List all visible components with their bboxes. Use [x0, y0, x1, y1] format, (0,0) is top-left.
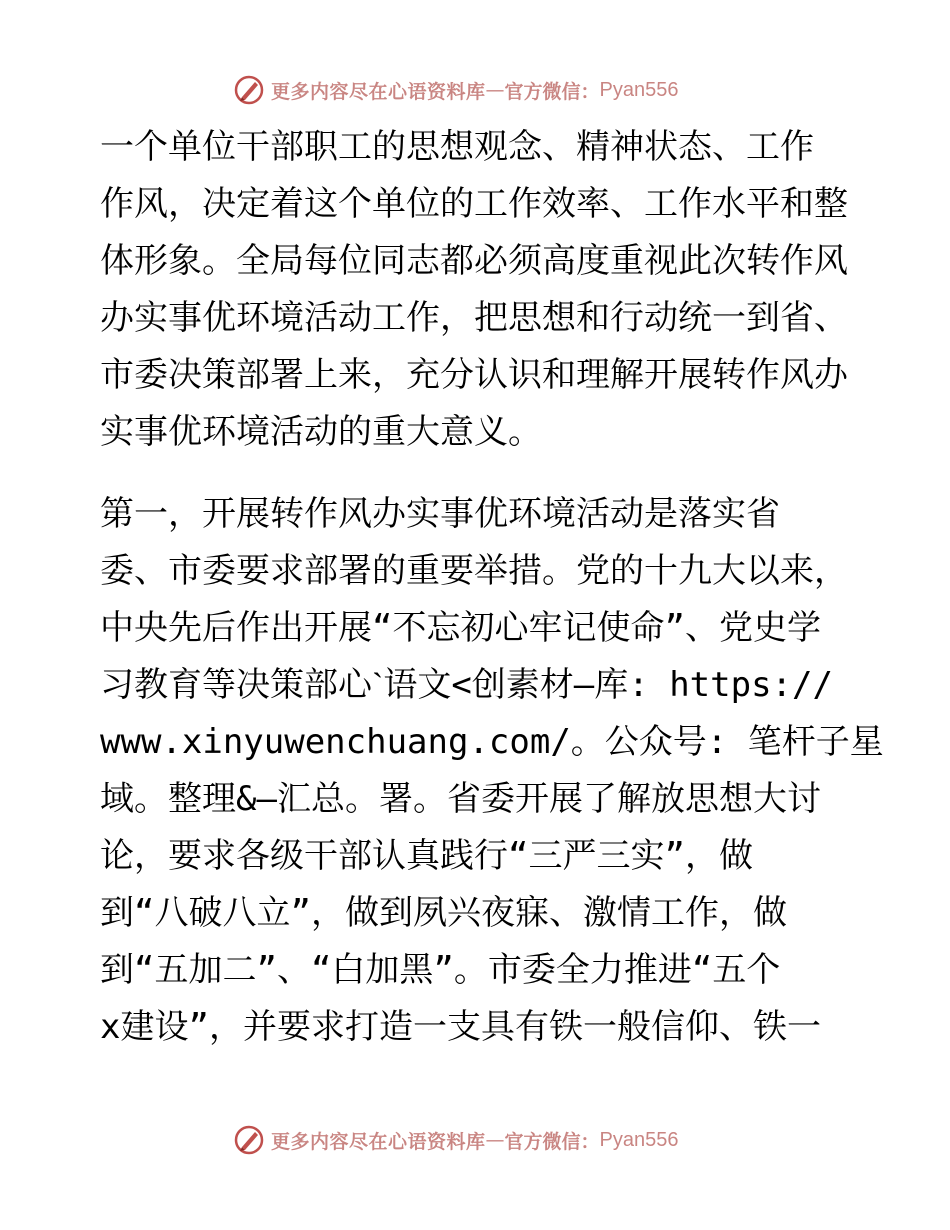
text-line: 作风，决定着这个单位的工作效率、工作水平和整 — [100, 184, 848, 224]
header-watermark — [233, 73, 679, 107]
text-line: www.xinyuwenchuang.com/。公众号: 笔杆子星 — [100, 722, 884, 762]
text-line: 委、市委要求部署的重要举措。党的十九大以来， — [100, 551, 848, 591]
text-line: 到“五加二”、“白加黑”。市委全力推进“五个 — [100, 950, 781, 990]
text-line: x建设”，并要求打造一支具有铁一般信仰、铁一 — [100, 1007, 821, 1047]
text-line: 到“八破八立”，做到夙兴夜寐、激情工作，做 — [100, 893, 787, 933]
watermark-wechat-id: Pyan556 — [599, 1128, 679, 1151]
watermark-separator: — — [485, 79, 505, 101]
watermark-text: 更多内容尽在心语资料库 — [271, 80, 486, 103]
text-line: 一个单位干部职工的思想观念、精神状态、工作 — [100, 127, 814, 167]
text-line: 第一，开展转作风办实事优环境活动是落实省 — [100, 494, 780, 534]
watermark-wechat-label: 官方微信： — [504, 80, 600, 103]
watermark-separator: — — [485, 1129, 505, 1151]
text-line: 域。整理&—汇总。署。省委开展了解放思想大讨 — [100, 779, 821, 819]
watermark-wechat-label: 官方微信： — [504, 1130, 600, 1153]
text-line: 论，要求各级干部认真践行“三严三实”，做 — [100, 836, 753, 876]
text-line: 习教育等决策部心ˋ语文<创素材—库: https:// — [100, 665, 833, 705]
footer-watermark — [233, 1123, 679, 1157]
text-line: 办实事优环境活动工作，把思想和行动统一到省、 — [100, 298, 848, 338]
text-line: 实事优环境活动的重大意义。 — [100, 412, 542, 452]
watermark-text: 更多内容尽在心语资料库 — [271, 1130, 486, 1153]
pen-logo-icon — [233, 74, 265, 106]
text-line: 中央先后作出开展“不忘初心牢记使命”、党史学 — [100, 608, 821, 648]
text-line: 市委决策部署上来，充分认识和理解开展转作风办 — [100, 355, 848, 395]
watermark-wechat-id: Pyan556 — [599, 78, 679, 101]
text-line: 体形象。全局每位同志都必须高度重视此次转作风 — [100, 241, 848, 281]
pen-logo-icon — [233, 1124, 265, 1156]
